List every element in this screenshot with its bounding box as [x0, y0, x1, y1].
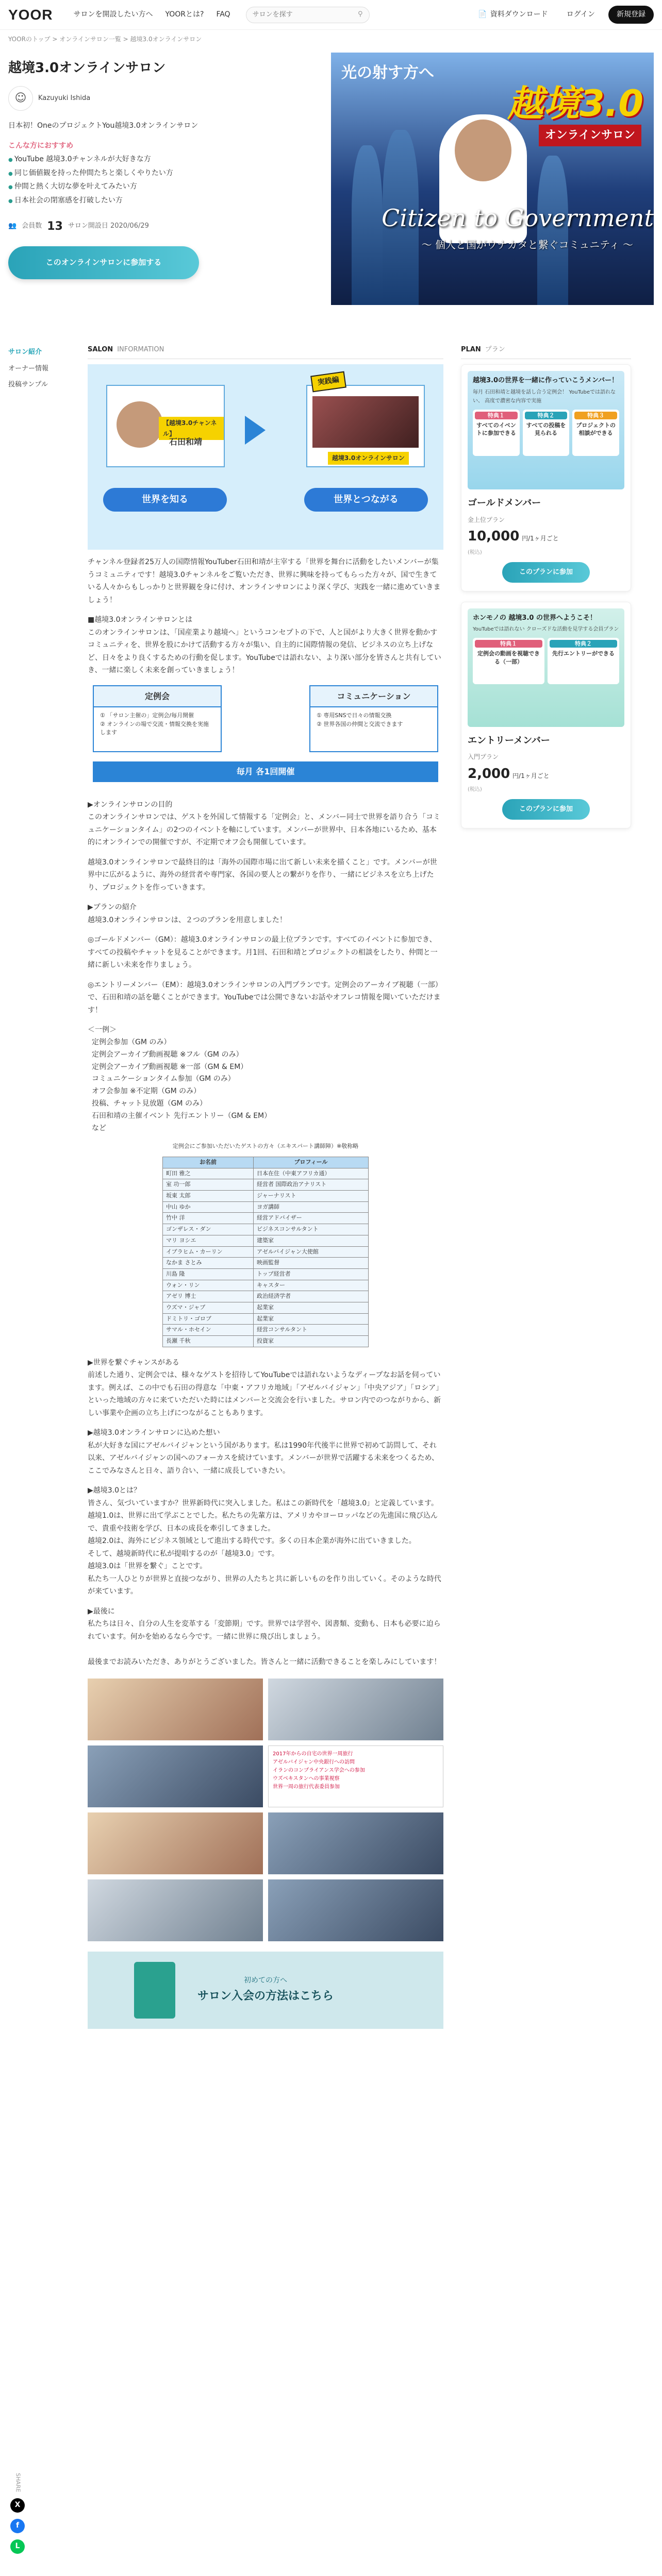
table-cell: 起業家	[253, 1313, 368, 1325]
table-row	[163, 1280, 369, 1291]
facebook-share-icon[interactable]: f	[10, 2519, 25, 2533]
table-cell: 長瀬 千秋	[163, 1336, 254, 1347]
know-world-label: 世界を知る	[103, 488, 227, 512]
join-gold-plan-button[interactable]: このプランに参加	[502, 562, 590, 583]
table-cell: イブラヒム・カーリン	[163, 1246, 254, 1258]
recommend-item: ● 仲間と熱く大切な夢を叶えてみたい方	[8, 180, 318, 194]
gallery-photo	[268, 1879, 443, 1941]
table-cell: 町田 雅之	[163, 1168, 254, 1179]
event-photo	[312, 396, 419, 448]
table-cell: キャスター	[253, 1280, 368, 1291]
event-item: など	[92, 1124, 106, 1132]
document-icon: 📄	[478, 10, 487, 19]
gallery-photo	[88, 1745, 263, 1807]
download-button[interactable]: 📄 資料ダウンロード	[473, 6, 553, 24]
event-item: 定例会アーカイブ動画視聴 ※一部（GM & EM）	[92, 1062, 248, 1071]
table-row	[163, 1258, 369, 1269]
share-label: SHARE	[14, 2473, 22, 2493]
activity-item: 世界一周の旅行代表委員参加	[273, 1784, 340, 1790]
table-cell: 竹中 洋	[163, 1213, 254, 1224]
plan-price: 10,000	[468, 529, 520, 545]
activity-diagram	[88, 685, 443, 788]
gallery-photo	[88, 1679, 263, 1740]
plan-card-entry	[461, 602, 631, 828]
recommend-heading: こんな方におすすめ	[8, 142, 74, 150]
plan-headline: 越境3.0の世界を一緒に作っていこうメンバー！	[473, 377, 619, 385]
channel-label: 【越境3.0チャンネル】	[159, 417, 224, 440]
recommend-item: ● 日本社会の閉塞感を打破したい方	[8, 194, 318, 208]
intro-paragraph: チャンネル登録者25万人の国際情報YouTuber石田和靖が主宰する「世界を舞台に活動をしたいメンバーが集うコミュニティです！越境3.0チャンネルをご覧いただき、世界に興味を持ってもらった方々が、国で生きている人々からもしっかりと世界観を身に付け、オンラインサロンにより深く学び、実践を一緒に進めていきましょう！	[88, 558, 441, 604]
events-title: ＜一例＞	[88, 1026, 117, 1035]
login-button[interactable]: ログイン	[566, 10, 595, 19]
table-row	[163, 1224, 369, 1235]
recommend-item: ● YouTube 越境3.0チャンネルが大好きな方	[8, 152, 318, 166]
communication-item: ① 専用SNSで日々の情報交換	[317, 712, 392, 719]
sidebar-item-intro[interactable]: サロン紹介	[8, 348, 42, 357]
table-row	[163, 1291, 369, 1302]
guide-subtitle: 初めての方へ	[244, 1976, 287, 1985]
price-unit: 円/1ヶ月ごと	[522, 535, 559, 543]
events-list	[88, 1037, 443, 1134]
arrow-right-icon	[245, 416, 266, 445]
table-cell: アゼルバイジャン大使館	[253, 1246, 368, 1258]
table-cell: 経営コンサルタント	[253, 1325, 368, 1336]
table-header: プロフィール	[253, 1157, 368, 1168]
practice-badge: 実践編	[310, 371, 346, 393]
plan-price: 2,000	[468, 766, 510, 782]
line-share-icon[interactable]: L	[10, 2539, 25, 2554]
event-item: 投稿、チャット見放題（GM のみ）	[92, 1099, 207, 1108]
plan-label: 入門プラン	[468, 753, 499, 761]
plan-image	[468, 371, 624, 489]
nav-for-owners[interactable]: サロンを開設したい方へ	[73, 10, 153, 19]
table-cell: 坂東 太郎	[163, 1191, 254, 1202]
register-button[interactable]: 新規登録	[608, 6, 654, 24]
hero-image	[331, 53, 654, 305]
salon-card	[306, 385, 425, 467]
event-item: 定例会アーカイブ動画視聴 ※フル（GM のみ）	[92, 1050, 243, 1059]
share-bar	[10, 2473, 25, 2554]
gallery-photo	[88, 1812, 263, 1874]
table-header: お名前	[163, 1157, 254, 1168]
photo-gallery	[88, 1679, 443, 1941]
table-row	[163, 1201, 369, 1213]
join-salon-button[interactable]: このオンラインサロンに参加する	[8, 246, 199, 279]
activity-item: アゼルバイジャン中央銀行への訪問	[273, 1759, 355, 1766]
plan-heading: PLAN プラン	[461, 344, 631, 359]
site-logo[interactable]: YOOR	[8, 6, 53, 23]
table-cell: 建築家	[253, 1235, 368, 1246]
thoughts-paragraph: ▶越境3.0オンラインサロンに込めた想い 私が大好きな国にアゼルバイジャンという国があります。私は1990年代後半に世界で初めて訪問して、それ以来、アゼルバイジャンの国へのフォーカスを続けています。メンバーが世界で活躍する未来をつくるため、ここでみなさんと日々、語り合い、一緒に成長していきたい。	[88, 1429, 439, 1475]
table-cell: サマル・ホセイン	[163, 1325, 254, 1336]
table-row	[163, 1179, 369, 1191]
table-row	[163, 1302, 369, 1313]
main-nav	[73, 9, 230, 21]
monthly-banner: 毎月 各1回開催	[93, 761, 438, 782]
event-item: 石田和靖の主催イベント 先行エントリー（GM & EM）	[92, 1111, 272, 1120]
open-date: サロン開設日 2020/06/29	[68, 222, 149, 230]
join-entry-plan-button[interactable]: このプランに参加	[502, 799, 590, 820]
table-cell: 中山 ゆか	[163, 1201, 254, 1213]
book-icon	[134, 1962, 175, 2019]
table-cell: 投資家	[253, 1336, 368, 1347]
gallery-photo	[88, 1879, 263, 1941]
table-cell: なかま さとみ	[163, 1258, 254, 1269]
table-cell: ジャーナリスト	[253, 1191, 368, 1202]
table-row	[163, 1325, 369, 1336]
table-row	[163, 1268, 369, 1280]
table-cell: 川島 隆	[163, 1268, 254, 1280]
table-row	[163, 1313, 369, 1325]
gallery-photo	[268, 1812, 443, 1874]
regular-meeting-item: ① 「サロン主催の」定例会/毎月開催	[100, 712, 194, 719]
plan-headline: ホンモノの 越境3.0 の世界へようこそ！	[473, 614, 597, 622]
table-row	[163, 1191, 369, 1202]
hero-logo-sub: オンラインサロン	[539, 125, 641, 146]
regular-meeting-box	[93, 685, 222, 752]
gold-plan-paragraph: ◎ゴールドメンバー（GM）：越境3.0オンラインサロンの最上位プランです。すべてのイベントに参加でき、すべての投稿やチャットを見ることができます。月1回、石田和靖とプロジェクトの相談をしたり、仲間と一緒に新しい未来を作りましょう。	[88, 936, 438, 970]
nav-about[interactable]: YOORとは?	[165, 10, 204, 19]
search-box	[246, 7, 370, 23]
hero-tagline: 光の射す方へ	[341, 64, 434, 82]
communication-box	[309, 685, 438, 752]
event-item: オフ会参加 ※不定期（GM のみ）	[92, 1087, 201, 1096]
salon-label: 越境3.0オンラインサロン	[328, 452, 409, 464]
entry-plan-paragraph: ◎エントリーメンバー（EM）：越境3.0オンラインサロンの入門プランです。定例会のアーカイブ視聴（一部）で、石田和靖の話を聴くことができます。YouTubeでは公開できないお話やオフレコ情報を聞いていただけます！	[88, 980, 442, 1014]
owner-name-label: 石田和靖	[169, 437, 203, 447]
table-cell: 起業家	[253, 1302, 368, 1313]
regular-meeting-heading: 定例会	[94, 686, 221, 707]
benefit-chip: 特典２ 先行エントリーができる	[548, 638, 619, 684]
table-cell: 経営者 国際政治アナリスト	[253, 1179, 368, 1191]
plan-image	[468, 608, 624, 727]
youtube-card	[106, 385, 225, 467]
search-input[interactable]	[253, 11, 358, 19]
sidebar-item-samples[interactable]: 投稿サンプル	[8, 380, 48, 388]
table-cell: ゴンザレス・ダン	[163, 1224, 254, 1235]
search-icon[interactable]: ⚲	[358, 10, 363, 19]
guest-table-caption: 定例会にご参加いただいたゲストの方々（エキスパート講師陣）※敬称略	[172, 1143, 359, 1150]
plan-subline: 毎月 石田和靖と越境を話し合う定例会！ YouTubeでは語れない、 高度で濃密な内容で実施	[473, 389, 616, 404]
table-row	[163, 1235, 369, 1246]
table-cell: ドミトリ・ゴロブ	[163, 1313, 254, 1325]
connect-world-label: 世界とつながる	[304, 488, 428, 512]
benefit-chip: 特典１ すべてのイベントに参加できる	[473, 410, 520, 456]
activity-item: イランのコンプライアンス学会への参加	[273, 1768, 365, 1774]
recommend-list	[8, 152, 318, 207]
hero-title: Citizen to Government	[382, 204, 654, 232]
hero-logo: 越境3.0	[507, 82, 643, 125]
about-paragraph: ■越境3.0オンラインサロンとは このオンラインサロンは、「国産業より越境へ」というコンセプトの下で、人と国がより大きく世界を動かすコミュニティを、世界を股にかけて活動する方々が集い、自主的に国際情報の発信、ビジネスの立ち上げなど、日々をより良くするための行動を促します。YouTubeでは語れない、より深い部分を皆さんと共有していき、一緒に楽しく未来を創っていきましょう！	[88, 616, 441, 675]
table-cell: 映画監督	[253, 1258, 368, 1269]
table-cell: ウズマ・ジャブ	[163, 1302, 254, 1313]
breadcrumb[interactable]: YOORのトップ > オンラインサロン一覧 > 越境3.0オンラインサロン	[8, 36, 202, 43]
communication-heading: コミュニケーション	[310, 686, 437, 707]
closing-paragraph: ▶最後に 私たちは日々、自分の人生を変革する「変節期」です。世界では学習や、図書類、変動も、日本も必要に迫られています。何かを始めるなら今です。一緒に世界に飛び出しましょう。 最後までお読みいただき、ありがとうございました。皆さんと一緒に活動できることを楽しみにしています！	[88, 1607, 441, 1666]
nav-faq[interactable]: FAQ	[216, 10, 230, 19]
plan-name: エントリーメンバー	[468, 735, 550, 746]
table-cell: 日本在住（中東アフリカ通）	[253, 1168, 368, 1179]
table-row	[163, 1246, 369, 1258]
price-unit: 円/1ヶ月ごと	[512, 772, 550, 779]
hero-caption: 〜 個人と国がウナカタと繋ぐコミュニティ 〜	[421, 239, 633, 251]
how-to-join-banner[interactable]	[88, 1952, 443, 2029]
page-title: 越境3.0オンラインサロン	[8, 60, 166, 76]
purpose-paragraph: ▶オンラインサロンの目的 このオンラインサロンでは、ゲストを外国して情報する「定例会」と、メンバー同士で世界を語り合う「コミュニケーションタイム」の2つのイベントを軸にしています。メンバーが世界中、日本各地にいるため、基本的にオンラインでの開催ですが、不定期でオフ会も開催しています。	[88, 800, 441, 847]
owner-face	[455, 120, 511, 181]
recommend-item: ● 同じ価値観を持った仲間たちと楽しくやりたい方	[8, 166, 318, 180]
connect-paragraph: ▶世界を繋ぐチャンスがある 前述した通り、定例会では、様々なゲストを招待してYouTubeでは語れないようなディープなお話を伺っています。例えば、この中でも石田の得意な「中東・アフリカ地域」「アゼルバイジャン」「中央アジア」「ロシア」といった地域の方々に来ていただいた時にはメンバーと交流会を行いました。サロン内でのつながりから、新しい事業や企画の立ち上げにつながることもあります。	[88, 1358, 443, 1417]
table-cell: マリ ヨシエ	[163, 1235, 254, 1246]
benefit-chip: 特典２ すべての投稿を見られる	[523, 410, 570, 456]
table-row	[163, 1213, 369, 1224]
plan-card-gold	[461, 364, 631, 591]
activity-list	[268, 1745, 443, 1807]
gallery-photo	[268, 1679, 443, 1740]
event-item: 定例会参加（GM のみ）	[92, 1038, 171, 1046]
tax-note: (税込)	[468, 786, 482, 792]
regular-meeting-item: ② オンラインの場で交流・情報交換を実施します	[100, 720, 209, 736]
plan-subline: YouTubeでは語れない クローズドな活動を見学する会員プラン	[473, 626, 619, 632]
plan-name: ゴールドメンバー	[468, 498, 541, 509]
concept-illustration	[88, 364, 443, 550]
main-content	[88, 344, 443, 2029]
table-cell: ヨガ講師	[253, 1201, 368, 1213]
table-cell: ウォン・リン	[163, 1280, 254, 1291]
plan-label: 金上位プラン	[468, 516, 505, 524]
table-row	[163, 1336, 369, 1347]
plan-column	[461, 344, 631, 2029]
benefit-chip: 特典３ プロジェクトの相談ができる	[572, 410, 619, 456]
section-heading: SALON INFORMATION	[88, 344, 443, 359]
benefit-chip: 特典１ 定例会の動画を視聴できる（一部）	[473, 638, 544, 684]
communication-item: ② 世界各国の仲間と交流できます	[317, 720, 403, 727]
x-share-icon[interactable]: X	[10, 2498, 25, 2513]
event-item: コミュニケーションタイム参加（GM のみ）	[92, 1075, 235, 1083]
table-cell: トップ経営者	[253, 1268, 368, 1280]
table-row	[163, 1168, 369, 1179]
guest-table	[162, 1157, 369, 1347]
table-cell: アゼリ 博士	[163, 1291, 254, 1302]
table-cell: 経営アドバイザー	[253, 1213, 368, 1224]
activity-item: ウズベキスタンへの事業視察	[273, 1776, 340, 1782]
member-count: 13	[47, 219, 63, 233]
table-cell: 政治経済学者	[253, 1291, 368, 1302]
goal-paragraph: 越境3.0オンラインサロンで最終目的は「海外の国際市場に出て新しい未来を描くこと」です。メンバーが世界中に広がるように、海外の経営者や専門家、各国の要人との繋がりを作り、一緒にビジネスを立ち上げたり、プロジェクトを作っていきます。	[88, 858, 437, 892]
activity-item: 2017年からの自宅の世界一周旅行	[273, 1751, 353, 1757]
plan-intro-paragraph: ▶プランの紹介 越境3.0オンラインサロンは、２つのプランを用意しました！	[88, 903, 287, 924]
table-cell: 室 功一郎	[163, 1179, 254, 1191]
tax-note: (税込)	[468, 549, 482, 555]
owner-name[interactable]: Kazuyuki Ishida	[38, 94, 91, 102]
guide-title: サロン入会の方法はこちら	[197, 1990, 334, 2003]
sidebar-item-owner[interactable]: オーナー情報	[8, 364, 49, 372]
table-cell: ビジネスコンサルタント	[253, 1224, 368, 1235]
about-ekkyo-paragraph: ▶越境3.0とは？ 皆さん、気づいていますか？世界新時代に突入しました。私はこの新時代を「越境3.0」と定義しています。 越境1.0は、世界に出て学ぶことでした。私たちの先輩方は、アメリカやヨーロッパなどの先進国に飛び込んで、貴重や技術を学び、日本の成長を牽引してきました。 越境2.0は、海外にビジネス領域として進出する時代です。多くの日本企業が海外に出ていきました。 そして、越境新時代に私が提唱するのが「越境3.0」です。 越境3.0は「世界を繋ぐ」ことです。 私たち一人ひとりが世界と直接つながり、世界の人たちと共に新しいものを作り出していく。そのような時代が来ています。	[88, 1486, 441, 1596]
salon-description: 日本初！OneのプロジェクトYou越境3.0オンラインサロン	[8, 121, 198, 130]
owner-avatar[interactable]: ☺	[8, 86, 33, 111]
salon-stats: 👥 会員数 13 サロン開設日 2020/06/29	[8, 217, 318, 236]
owner-photo	[117, 401, 163, 448]
tower-graphic	[352, 145, 383, 305]
sidebar	[8, 344, 75, 2029]
members-icon: 👥	[8, 222, 17, 230]
site-header	[0, 0, 662, 30]
